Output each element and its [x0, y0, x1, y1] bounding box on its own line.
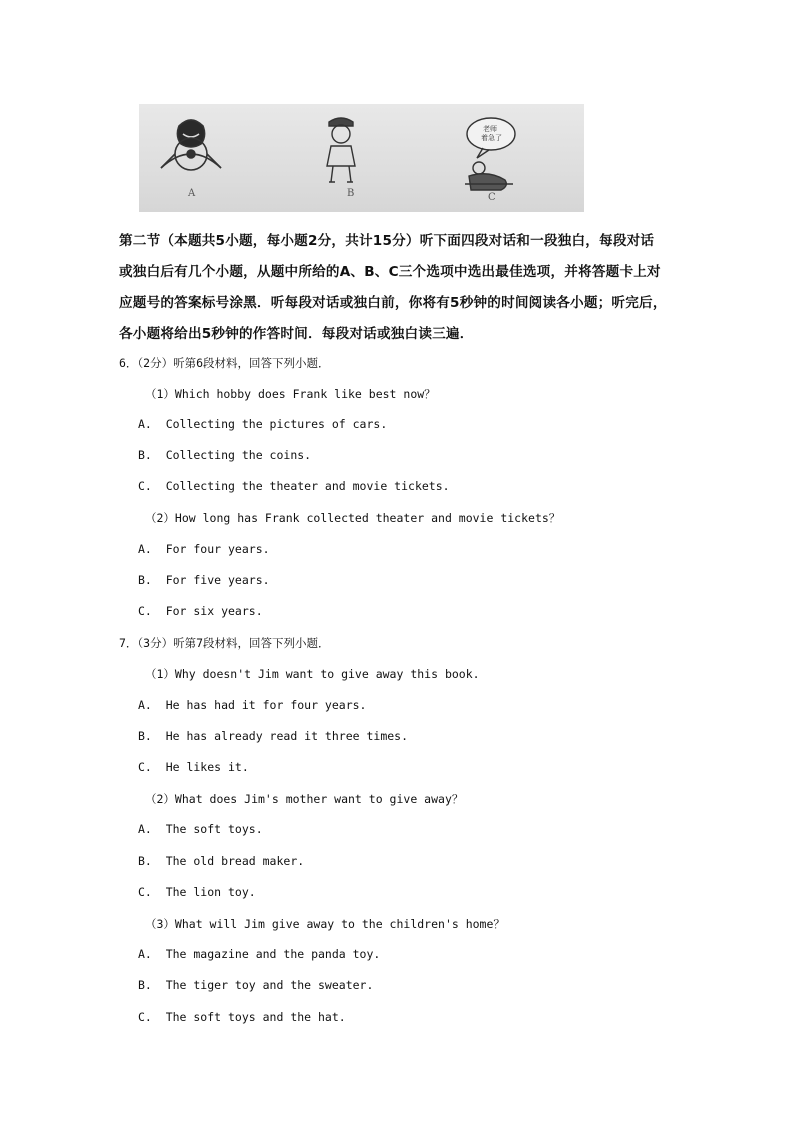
answer-option: C. For six years. — [138, 604, 263, 618]
listening-figure — [139, 104, 584, 212]
figure-label-b: B — [347, 188, 355, 199]
answer-option: A. Collecting the pictures of cars. — [138, 417, 388, 431]
section-intro-line: 或独白后有几个小题，从题中所给的A、B、C三个选项中选出最佳选项，并将答题卡上对 — [119, 264, 661, 280]
sub-question-stem: （3）What will Jim give away to the children's home？ — [145, 917, 505, 931]
bubble-text-line2: 着急了 — [481, 134, 502, 142]
answer-option: A. He has had it for four years. — [138, 698, 367, 712]
bubble-text-line1: 老师 — [483, 125, 497, 133]
answer-option: A. The magazine and the panda toy. — [138, 947, 381, 961]
sub-question-stem: （2）How long has Frank collected theater and movie tickets？ — [145, 511, 561, 525]
sub-question-stem: （2）What does Jim's mother want to give away？ — [145, 792, 464, 806]
section-intro-line: 第二节（本题共5小题，每小题2分，共计15分）听下面四段对话和一段独白，每段对话 — [119, 233, 655, 249]
answer-option: B. The tiger toy and the sweater. — [138, 978, 374, 992]
answer-option: C. He likes it. — [138, 760, 249, 774]
sub-question-stem: （1）Why doesn't Jim want to give away this book. — [145, 667, 480, 681]
answer-option: C. The lion toy. — [138, 885, 256, 899]
sub-question-stem: （1）Which hobby does Frank like best now？ — [145, 387, 436, 401]
answer-option: B. Collecting the coins. — [138, 448, 312, 462]
answer-option: A. The soft toys. — [138, 822, 263, 836]
answer-option: A. For four years. — [138, 542, 270, 556]
figure-label-a: A — [188, 188, 196, 199]
answer-option: B. For five years. — [138, 573, 270, 587]
answer-option: C. The soft toys and the hat. — [138, 1010, 346, 1024]
section-intro-line: 各小题将给出5秒钟的作答时间．每段对话或独白读三遍． — [119, 326, 474, 342]
figure-drawings — [139, 104, 584, 212]
figure-a-driver — [161, 120, 221, 170]
section-intro-line: 应题号的答案标号涂黑．听每段对话或独白前，你将有5秒钟的时间阅读各小题；听完后， — [119, 295, 667, 311]
answer-option: C. Collecting the theater and movie tickets. — [138, 479, 450, 493]
answer-option: B. The old bread maker. — [138, 854, 305, 868]
answer-option: B. He has already read it three times. — [138, 729, 409, 743]
figure-b-officer — [327, 118, 355, 182]
question-header: 6．（2分）听第6段材料，回答下列小题． — [119, 356, 330, 370]
figure-label-c: C — [488, 192, 496, 203]
question-header: 7．（3分）听第7段材料，回答下列小题． — [119, 636, 330, 650]
